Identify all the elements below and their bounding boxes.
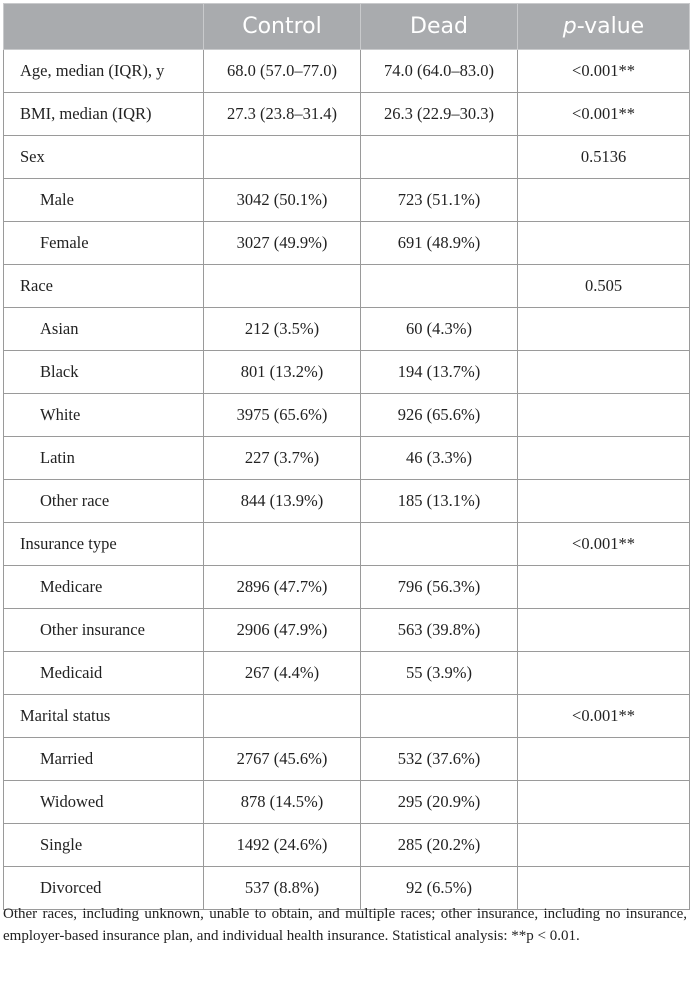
table-header [4,4,690,50]
header-control: Control [204,4,361,50]
row-label: Single [4,824,204,867]
header-dead: Dead [361,4,518,50]
row-label: Divorced [4,867,204,910]
table-row [4,351,690,394]
row-label: Insurance type [4,523,204,566]
table-row [4,394,690,437]
table-body [4,50,690,910]
p-value [518,480,690,523]
footnote-text: Other races, including unknown, unable to obtain, and multiple races; other insurance, including no insurance, employer-based insurance plan, and individual health insurance. Statistical analysis: **p < 0.01. [3,906,687,944]
dead-value: 92 (6.5%) [361,867,518,910]
p-value: 0.505 [518,265,690,308]
row-label: Widowed [4,781,204,824]
table-row [4,179,690,222]
control-value: 2896 (47.7%) [204,566,361,609]
control-value: 801 (13.2%) [204,351,361,394]
row-label: Medicaid [4,652,204,695]
dead-value: 926 (65.6%) [361,394,518,437]
row-label: Married [4,738,204,781]
table-row [4,523,690,566]
p-value [518,437,690,480]
control-value [204,265,361,308]
p-value: <0.001** [518,93,690,136]
header-p-value-italic: p [562,14,577,39]
table-row [4,50,690,93]
table-row [4,93,690,136]
p-value [518,652,690,695]
baseline-characteristics-table [3,3,690,910]
control-value: 844 (13.9%) [204,480,361,523]
dead-value: 691 (48.9%) [361,222,518,265]
dead-value: 46 (3.3%) [361,437,518,480]
control-value: 212 (3.5%) [204,308,361,351]
dead-value: 26.3 (22.9–30.3) [361,93,518,136]
p-value [518,351,690,394]
control-value: 3042 (50.1%) [204,179,361,222]
p-value [518,394,690,437]
header-p-value [518,4,690,50]
p-value [518,308,690,351]
row-label: Age, median (IQR), y [4,50,204,93]
control-value: 227 (3.7%) [204,437,361,480]
table-row [4,437,690,480]
p-value [518,609,690,652]
control-value: 537 (8.8%) [204,867,361,910]
row-label: White [4,394,204,437]
control-value: 267 (4.4%) [204,652,361,695]
header-row [4,4,690,50]
control-value [204,523,361,566]
control-value: 2767 (45.6%) [204,738,361,781]
dead-value: 723 (51.1%) [361,179,518,222]
p-value [518,738,690,781]
p-value: <0.001** [518,50,690,93]
dead-value: 796 (56.3%) [361,566,518,609]
table-row [4,781,690,824]
p-value [518,566,690,609]
row-label: Sex [4,136,204,179]
table-row [4,136,690,179]
p-value [518,824,690,867]
control-value: 68.0 (57.0–77.0) [204,50,361,93]
table-row [4,480,690,523]
dead-value: 563 (39.8%) [361,609,518,652]
header-label-cell [4,4,204,50]
table-row [4,652,690,695]
row-label: Other insurance [4,609,204,652]
row-label: BMI, median (IQR) [4,93,204,136]
row-label: Asian [4,308,204,351]
table-footnote [3,904,687,947]
dead-value [361,265,518,308]
control-value [204,695,361,738]
row-label: Other race [4,480,204,523]
p-value: <0.001** [518,695,690,738]
table-row [4,265,690,308]
control-value: 3027 (49.9%) [204,222,361,265]
dead-value: 74.0 (64.0–83.0) [361,50,518,93]
dead-value: 194 (13.7%) [361,351,518,394]
row-label: Female [4,222,204,265]
control-value: 2906 (47.9%) [204,609,361,652]
dead-value [361,695,518,738]
control-value: 3975 (65.6%) [204,394,361,437]
baseline-characteristics-table-container [3,3,689,910]
row-label: Medicare [4,566,204,609]
dead-value [361,523,518,566]
dead-value: 285 (20.2%) [361,824,518,867]
header-p-value-suffix: -value [576,14,645,39]
table-row [4,566,690,609]
p-value: 0.5136 [518,136,690,179]
dead-value: 55 (3.9%) [361,652,518,695]
table-row [4,308,690,351]
p-value [518,179,690,222]
dead-value [361,136,518,179]
p-value [518,222,690,265]
table-row [4,609,690,652]
control-value: 878 (14.5%) [204,781,361,824]
row-label: Male [4,179,204,222]
dead-value: 185 (13.1%) [361,480,518,523]
p-value: <0.001** [518,523,690,566]
table-row [4,738,690,781]
dead-value: 60 (4.3%) [361,308,518,351]
dead-value: 532 (37.6%) [361,738,518,781]
control-value: 27.3 (23.8–31.4) [204,93,361,136]
p-value [518,781,690,824]
dead-value: 295 (20.9%) [361,781,518,824]
row-label: Black [4,351,204,394]
row-label: Latin [4,437,204,480]
control-value: 1492 (24.6%) [204,824,361,867]
row-label: Race [4,265,204,308]
table-row [4,824,690,867]
control-value [204,136,361,179]
table-row [4,222,690,265]
row-label: Marital status [4,695,204,738]
table-row [4,695,690,738]
